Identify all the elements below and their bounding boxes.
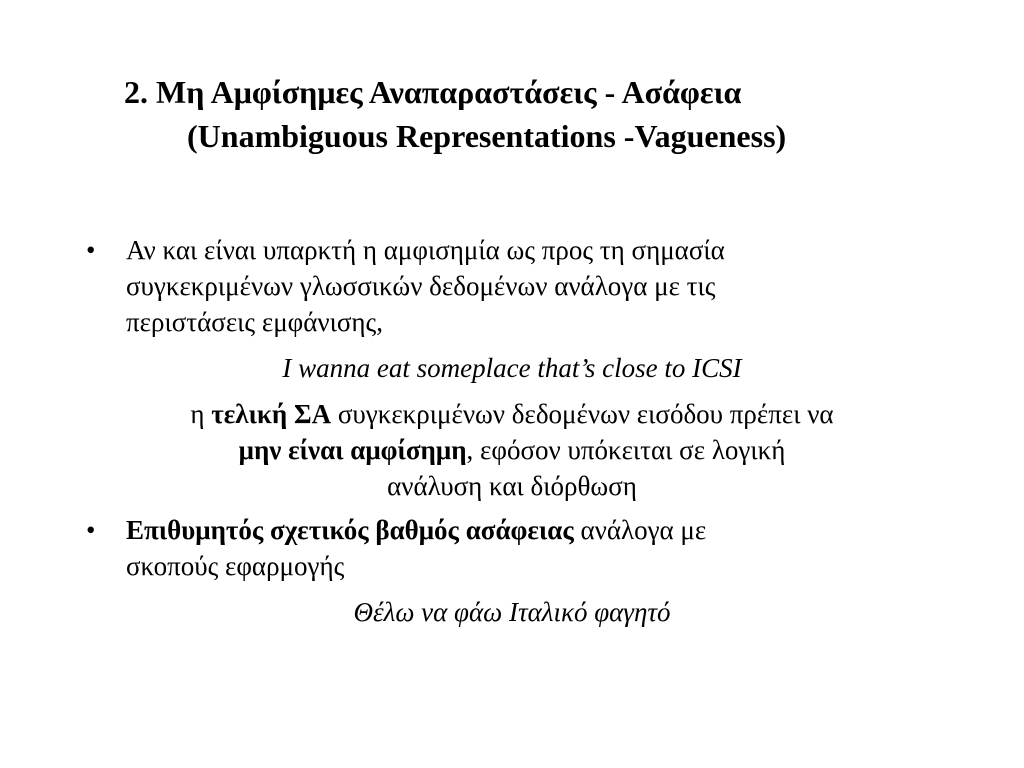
bullet-marker: • xyxy=(86,515,96,545)
bullet-ambiguity xyxy=(86,232,916,340)
bullet-line: σκοπούς εφαρμογής xyxy=(126,551,345,581)
paragraph-line xyxy=(0,396,1024,432)
title-line-greek: 2. Μη Αμφίσημες Αναπαραστάσεις - Ασάφεια xyxy=(124,74,742,110)
bullet-line: συγκεκριμένων γλωσσικών δεδομένων ανάλογα με τις xyxy=(126,271,716,301)
final-representation-paragraph xyxy=(0,396,1024,504)
paragraph-bold-text: μην είναι αμφίσημη xyxy=(238,435,467,465)
example-english: I wanna eat someplace that’s close to ICSI xyxy=(282,353,742,383)
paragraph-line xyxy=(0,432,1024,468)
bullet-vagueness xyxy=(86,512,916,584)
paragraph-text: , εφόσον υπόκειται σε λογική xyxy=(466,435,786,465)
paragraph-line: ανάλυση και διόρθωση xyxy=(387,471,637,501)
title-line-english: (Unambiguous Representations -Vagueness) xyxy=(187,118,787,154)
bullet-marker: • xyxy=(86,235,96,265)
spacer xyxy=(0,504,1024,512)
paragraph-bold-text: τελική ΣΑ xyxy=(211,399,332,429)
bullet-line: περιστάσεις εμφάνισης, xyxy=(126,307,383,337)
bullet-bold-text: Επιθυμητός σχετικός βαθμός ασάφειας xyxy=(126,515,574,545)
paragraph-text: η xyxy=(190,399,212,429)
slide-title xyxy=(124,70,984,158)
bullet-line: Αν και είναι υπαρκτή η αμφισημία ως προς τη σημασία xyxy=(126,235,725,265)
paragraph-text: συγκεκριμένων δεδομένων εισόδου πρέπει να xyxy=(331,399,834,429)
bullet-text: ανάλογα με xyxy=(573,515,707,545)
example-greek: Θέλω να φάω Ιταλικό φαγητό xyxy=(353,597,671,627)
slide-body xyxy=(0,232,1024,640)
